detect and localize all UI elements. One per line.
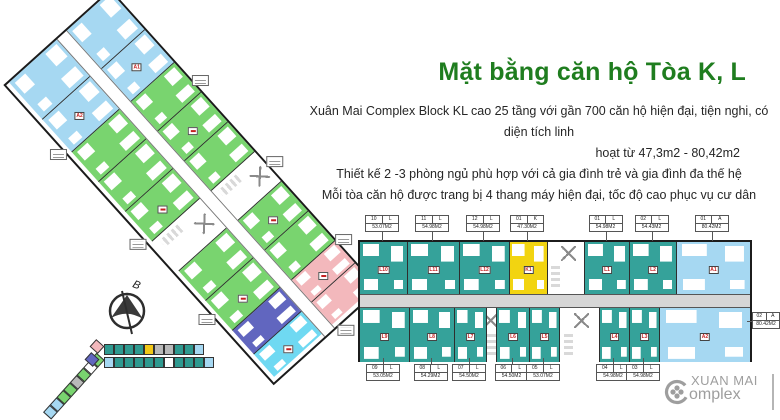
area-tag xyxy=(752,312,780,329)
unit-number: 05 xyxy=(527,365,544,372)
floor-plan-bottom-row xyxy=(360,308,750,362)
unit-block: L xyxy=(489,216,493,222)
area-tag-L4 xyxy=(596,364,630,381)
unit-area: 53.07M2 xyxy=(372,224,392,230)
unit-number: 11 xyxy=(416,216,433,223)
unit-block: L xyxy=(649,365,653,371)
logo-divider-bar xyxy=(772,374,774,410)
unit-L6 xyxy=(497,308,530,362)
page-title-towers: K, L xyxy=(690,58,746,86)
unit-number: 04 xyxy=(597,365,614,372)
unit-label: L1 xyxy=(604,266,610,273)
unit-L7 xyxy=(455,308,487,362)
unit-number: 01 xyxy=(590,216,607,223)
unit-number: 07 xyxy=(453,365,470,372)
compass xyxy=(100,276,156,343)
area-tag-L5 xyxy=(526,364,560,381)
unit-label: L8 xyxy=(429,333,435,340)
unit-area: 54.98M2 xyxy=(473,224,493,230)
unit-number: 09 xyxy=(367,365,384,372)
unit-block: L xyxy=(389,365,393,371)
site-map-cell xyxy=(204,357,214,368)
unit-label: L5 xyxy=(541,333,548,340)
unit-number: 01 xyxy=(696,216,713,223)
area-tag-L8 xyxy=(414,364,448,381)
unit-L12 xyxy=(460,242,510,294)
unit-A2 xyxy=(660,308,750,362)
site-map-cell xyxy=(134,344,144,355)
unit-area: 54.98M2 xyxy=(422,224,442,230)
area-tag-L3 xyxy=(626,364,660,381)
unit-K1 xyxy=(510,242,548,294)
unit-L4 xyxy=(600,308,630,362)
unit-block: L xyxy=(388,216,392,222)
site-map-cell xyxy=(124,344,134,355)
unit-area: 54.98M2 xyxy=(595,224,616,230)
unit-block: L xyxy=(438,216,442,222)
floor-plan-bottom-area-tags xyxy=(358,364,752,394)
unit-label: L7 xyxy=(467,333,474,340)
site-map-cell xyxy=(144,357,154,368)
area-tag-K1 xyxy=(510,215,544,232)
unit-number: 10 xyxy=(366,216,383,223)
unit-block: A xyxy=(718,216,722,222)
unit-label: L11 xyxy=(429,266,438,273)
unit-label: L4 xyxy=(611,333,618,340)
unit-label-mark xyxy=(283,345,293,353)
unit-label: L9 xyxy=(381,333,388,340)
site-map-cell xyxy=(124,357,134,368)
unit-area: 54.50M2 xyxy=(501,373,522,379)
unit-L3 xyxy=(630,308,660,362)
area-tag-L7 xyxy=(452,364,486,381)
floor-plan-corridor xyxy=(360,294,750,308)
unit-label: A1 xyxy=(710,266,717,273)
site-map-cell xyxy=(164,357,174,368)
brand-name: XUAN MAI xyxy=(691,373,758,388)
unit-label-mark xyxy=(318,272,328,280)
site-map-cell xyxy=(194,344,204,355)
area-tag-A2 xyxy=(752,312,780,329)
unit-L1 xyxy=(585,242,630,294)
unit-number: 02 xyxy=(636,216,653,223)
unit-number: 03 xyxy=(627,365,644,372)
description-block xyxy=(300,101,778,206)
site-map-cell xyxy=(154,357,164,368)
unit-L11 xyxy=(408,242,460,294)
site-map-cell xyxy=(134,357,144,368)
unit-label: L6 xyxy=(510,333,516,340)
brand-suffix: omplex xyxy=(689,386,741,403)
unit-L8 xyxy=(410,308,455,362)
site-map-diagonal-arm xyxy=(43,347,110,420)
unit-area: 54.43M2 xyxy=(641,224,662,230)
unit-number: 06 xyxy=(496,365,513,372)
unit-block: L xyxy=(658,216,662,222)
unit-block: L xyxy=(612,216,616,222)
description-line-3: Thiết kế 2 -3 phòng ngủ phù hợp với cả gia đình trẻ và gia đình đa thế hệ xyxy=(336,167,742,181)
unit-L10 xyxy=(360,242,408,294)
description-line-1: Xuân Mai Complex Block KL cao 25 tầng với gần 700 căn hộ hiện đại, tiện nghi, có diện tích linh xyxy=(309,104,769,139)
unit-label: L2 xyxy=(650,266,656,273)
service-core xyxy=(560,308,600,362)
area-tag-L6 xyxy=(495,364,529,381)
unit-block: L xyxy=(437,365,441,371)
unit-area: 54.50M2 xyxy=(459,373,479,379)
unit-label: K1 xyxy=(525,266,532,273)
site-map-cell xyxy=(184,344,194,355)
floor-plan-top-area-tags xyxy=(358,215,752,245)
unit-label: A2 xyxy=(76,112,83,119)
unit-block: L xyxy=(475,365,479,371)
mini-dim-label xyxy=(337,325,354,336)
mini-dim-label xyxy=(130,239,147,250)
site-map-cell xyxy=(184,357,194,368)
unit-label: A1 xyxy=(133,63,140,70)
unit-area: 53.05M2 xyxy=(373,373,393,379)
unit-L2 xyxy=(630,242,677,294)
compass-north-label: B xyxy=(130,278,143,293)
unit-area: 80.42M2 xyxy=(756,321,776,327)
unit-label: L3 xyxy=(641,333,648,340)
unit-label-mark xyxy=(188,127,198,135)
unit-block: L xyxy=(549,365,553,371)
site-map-cell xyxy=(144,344,154,355)
unit-area: 54.98M2 xyxy=(603,373,623,379)
site-map-cell xyxy=(154,344,164,355)
area-tag-L10 xyxy=(365,215,399,232)
unit-number: 01 xyxy=(511,216,528,223)
mini-dim-label xyxy=(266,156,283,167)
description-line-2: hoạt từ 47,3m2 - 80,42m2 xyxy=(595,146,740,160)
site-map-top-row xyxy=(104,344,204,355)
area-tag-L1 xyxy=(589,215,623,232)
unit-area: 47.30M2 xyxy=(517,224,537,230)
unit-number: 02 xyxy=(753,313,767,320)
area-tag-L11 xyxy=(415,215,449,232)
unit-label-mark xyxy=(238,294,248,302)
area-tag-L2 xyxy=(635,215,669,232)
page-title xyxy=(400,58,746,87)
mini-dim-label xyxy=(50,149,67,160)
unit-label: A2 xyxy=(701,333,709,340)
unit-area: 80.42M2 xyxy=(701,224,722,230)
area-tag-A1 xyxy=(695,215,729,232)
area-tag-L9 xyxy=(366,364,400,381)
unit-block: L xyxy=(619,365,623,371)
service-core xyxy=(487,308,497,362)
unit-label-mark xyxy=(268,216,278,224)
site-map-bottom-row xyxy=(104,357,214,368)
unit-A1 xyxy=(677,242,750,294)
unit-block: L xyxy=(518,365,522,371)
unit-number: 08 xyxy=(415,365,432,372)
unit-area: 54.29M2 xyxy=(420,373,441,379)
floor-plan-top-row xyxy=(360,242,750,294)
unit-L5 xyxy=(530,308,560,362)
site-map-cell xyxy=(114,357,124,368)
site-map-cell xyxy=(104,344,114,355)
site-map-cell xyxy=(164,344,174,355)
unit-area: 54.98M2 xyxy=(633,373,653,379)
unit-label-mark xyxy=(157,205,167,213)
mini-dim-label xyxy=(192,75,209,86)
site-map-cell xyxy=(174,344,184,355)
unit-label: L10 xyxy=(379,266,388,273)
unit-number: 12 xyxy=(467,216,484,223)
compass-graphic xyxy=(100,276,156,338)
site-map-cell xyxy=(104,357,114,368)
unit-label: L12 xyxy=(480,266,489,273)
service-core xyxy=(548,242,585,294)
site-map-cell xyxy=(174,357,184,368)
mini-dim-label xyxy=(335,234,352,245)
unit-area: 53.07M2 xyxy=(533,373,553,379)
site-map xyxy=(28,278,218,396)
description-line-4: Mỗi tòa căn hộ được trang bị 4 thang máy hiện đại, tốc độ cao phục vụ cư dân xyxy=(321,188,757,202)
site-map-cell xyxy=(194,357,204,368)
unit-L9 xyxy=(360,308,410,362)
unit-block: K xyxy=(533,216,537,222)
page-title-text: Mặt bằng căn hộ Tòa xyxy=(438,58,691,86)
horizontal-floor-plan xyxy=(358,240,752,362)
area-tag-L12 xyxy=(466,215,500,232)
unit-block: A xyxy=(771,313,775,319)
site-map-cell xyxy=(114,344,124,355)
